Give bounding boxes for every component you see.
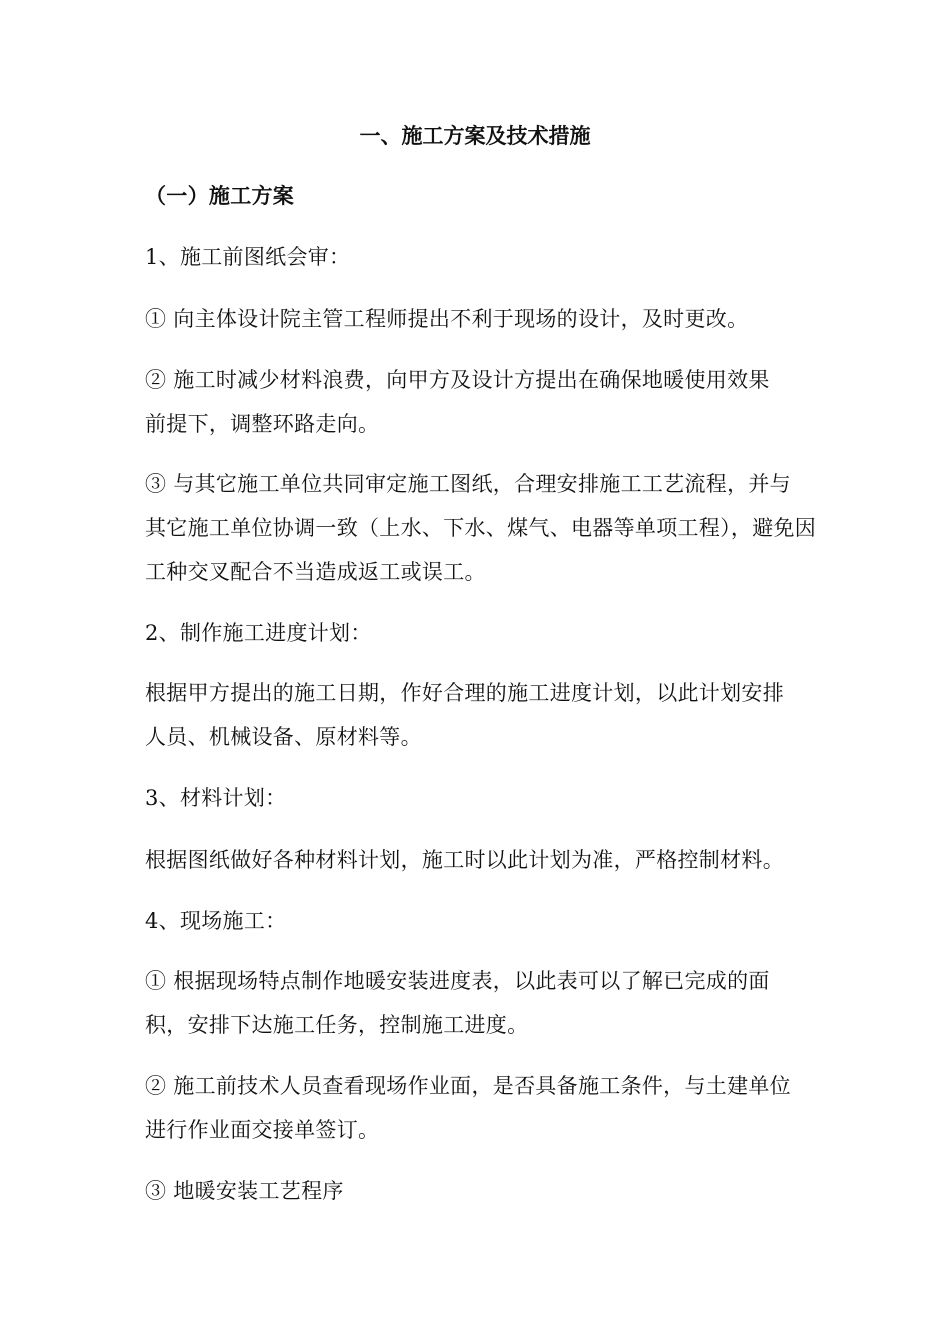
paragraph-line: 前提下，调整环路走向。 bbox=[145, 412, 380, 436]
paragraph-line: 进行作业面交接单签订。 bbox=[145, 1118, 380, 1142]
paragraph-line: 积，安排下达施工任务，控制施工进度。 bbox=[145, 1013, 529, 1037]
section-heading: （一）施工方案 bbox=[145, 183, 295, 208]
paragraph-line: ③ 地暖安装工艺程序 bbox=[145, 1179, 344, 1203]
paragraph-line: 人员、机械设备、原材料等。 bbox=[145, 725, 422, 749]
paragraph-line: 1、施工前图纸会审： bbox=[145, 245, 351, 269]
paragraph-line: ① 向主体设计院主管工程师提出不利于现场的设计，及时更改。 bbox=[145, 307, 749, 331]
paragraph-line: ② 施工前技术人员查看现场作业面，是否具备施工条件，与土建单位 bbox=[145, 1074, 791, 1098]
paragraph-line: ① 根据现场特点制作地暖安装进度表，以此表可以了解已完成的面 bbox=[145, 969, 770, 993]
paragraph-line: 工种交叉配合不当造成返工或误工。 bbox=[145, 560, 486, 584]
paragraph-line: 4、现场施工： bbox=[145, 909, 287, 933]
paragraph-line: 根据图纸做好各种材料计划，施工时以此计划为准，严格控制材料。 bbox=[145, 848, 784, 872]
paragraph-line: ③ 与其它施工单位共同审定施工图纸，合理安排施工工艺流程，并与 bbox=[145, 472, 791, 496]
document-title: 一、施工方案及技术措施 bbox=[359, 123, 591, 148]
paragraph-line: 3、材料计划： bbox=[145, 786, 287, 810]
paragraph-line: 其它施工单位协调一致（上水、下水、煤气、电器等单项工程），避免因 bbox=[145, 516, 817, 540]
paragraph-line: 根据甲方提出的施工日期，作好合理的施工进度计划，以此计划安排 bbox=[145, 681, 784, 705]
paragraph-line: 2、制作施工进度计划： bbox=[145, 621, 372, 645]
paragraph-line: ② 施工时减少材料浪费，向甲方及设计方提出在确保地暖使用效果 bbox=[145, 368, 770, 392]
